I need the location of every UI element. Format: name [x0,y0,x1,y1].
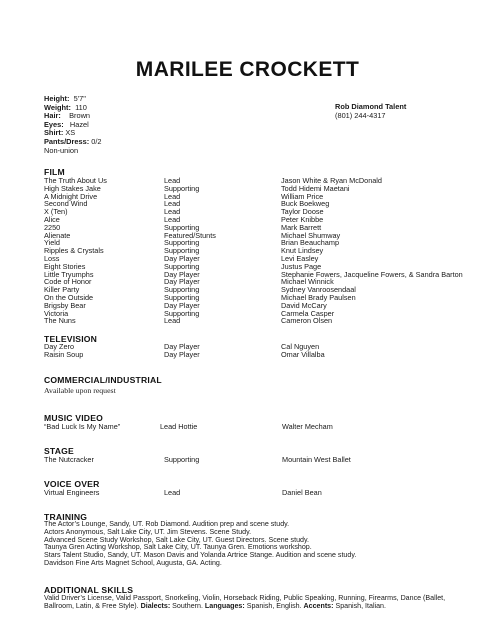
credit-role: Supporting [164,261,200,271]
languages-label: Languages: [204,601,245,610]
film-credit-row [44,247,484,255]
credit-role: Day Player [164,300,200,310]
training-heading: TRAINING [44,512,88,522]
credit-role: Supporting [164,246,200,256]
credit-director: Omar Villalba [281,349,325,359]
credit-director: Knut Lindsey [281,246,324,256]
stat-eyes: Eyes: Hazel [44,119,89,129]
film-credit-row [44,177,484,185]
credit-director: Brian Beauchamp [281,238,340,248]
credit-director: Michael Brady Paulsen [281,292,356,302]
credit-title: High Stakes Jake [44,183,101,193]
credit-title: Alice [44,214,60,224]
film-credit-row [44,208,484,216]
training-entry: Davidson Fine Arts Magnet School, Augusta, GA. Acting. [44,558,222,567]
credit-title: Alienate [44,230,71,240]
credit-director: Todd Hidemi Maetani [281,183,350,193]
film-credit-row [44,310,484,318]
credit-role: Day Player [164,342,200,351]
credit-title: Day Zero [44,342,75,351]
credit-director: Levi Easley [281,253,319,263]
credit-director: Peter Knibbe [281,214,324,224]
credit-director: David McCary [281,300,327,310]
credit-role: Lead [164,191,181,201]
credit-director: Michael Winnick [281,277,334,287]
credit-title: Killer Party [44,285,80,295]
commercial-availability: Available upon request [44,386,116,395]
credit-title: Second Wind [44,199,88,209]
dialects-label: Dialects: [140,601,171,610]
skills-heading: ADDITIONAL SKILLS [44,585,134,595]
languages-value: Spanish, English. [246,601,302,610]
stat-pants-dress: Pants/Dress: 0/2 [44,136,102,146]
training-list [44,521,484,568]
credit-title: Yield [44,238,60,248]
accents-value: Spanish, Italian. [335,601,386,610]
agent-phone: (801) 244-4317 [335,110,386,120]
music-video-director: Walter Mecham [282,422,333,431]
stage-role: Supporting [164,455,200,464]
credit-role: Day Player [164,253,200,263]
training-entry: Actors Anonymous, Salt Lake City, UT. Jim Stevens. Scene Study. [44,527,252,536]
credit-director: Michael Shumway [281,230,341,240]
credit-director: Cal Nguyen [281,342,320,351]
film-credit-row [44,271,484,279]
stats-block [44,95,102,155]
television-heading: TELEVISION [44,334,98,344]
skills-list: Valid Driver’s License, Valid Passport, Snorkeling, Violin, Horseback Riding, Public Speaking, Running, Firearms, Dance (Ballet, Ballroom, Latin, & Free Style). [44,594,446,610]
stat-height: Height: 5'7" [44,94,86,103]
accents-label: Accents: [303,601,334,610]
film-credit-row [44,302,484,310]
credit-role: Supporting [164,238,200,248]
credit-title: On the Outside [44,292,94,302]
television-credit-row [44,351,484,359]
credit-role: Lead [164,214,181,224]
credit-title: X (Ten) [44,207,68,217]
television-credit-row [44,343,484,351]
dialects-value: Southern. [172,601,203,610]
credit-director: Jason White & Ryan McDonald [281,176,382,185]
stat-weight: Weight: 110 [44,102,87,112]
credit-role: Day Player [164,277,200,287]
film-credit-row [44,193,484,201]
training-entry: The Actor’s Lounge, Sandy, UT. Rob Diamond. Audition prep and scene study. [44,520,290,528]
television-credits [44,343,484,359]
stat-hair: Hair: Brown [44,111,91,121]
music-video-heading: MUSIC VIDEO [44,413,104,423]
film-credit-row [44,278,484,286]
credit-title: 2250 [44,222,61,232]
film-credits [44,177,484,325]
film-credit-row [44,286,484,294]
credit-director: Buck Boekweg [281,199,330,209]
film-credit-row [44,239,484,247]
film-credit-row [44,317,484,325]
credit-role: Supporting [164,308,200,318]
credit-role: Supporting [164,292,200,302]
credit-role: Lead [164,199,181,209]
voice-over-director: Daniel Bean [282,488,322,497]
film-credit-row [44,185,484,193]
credit-title: The Truth About Us [44,176,107,185]
skills-text [44,595,464,611]
training-entry: Stars Talent Studio, Sandy, UT. Mason Davis and Yolanda Artrice Stange. Audition and scene study. [44,551,357,560]
film-credit-row [44,200,484,208]
credit-director: Stephanie Fowers, Jacqueline Fowers, & Sandra Barton [281,269,463,279]
film-credit-row [44,232,484,240]
credit-director: Cameron Olsen [281,316,333,326]
training-entry: Taunya Gren Acting Workshop, Salt Lake City, UT. Taunya Gren. Emotions workshop. [44,543,312,552]
film-credit-row [44,224,484,232]
credit-title: Code of Honor [44,277,92,287]
credit-title: Ripples & Crystals [44,246,104,256]
credit-role: Lead [164,316,181,326]
credit-title: Little Tryumphs [44,269,94,279]
stage-company: Mountain West Ballet [282,455,351,464]
credit-director: William Price [281,191,324,201]
training-entry: Advanced Scene Study Workshop, Salt Lake City, UT. Guest Directors. Scene study. [44,535,309,544]
credit-role: Supporting [164,183,200,193]
music-video-title: “Bad Luck Is My Name” [44,422,121,431]
music-video-role: Lead Hottie [160,422,198,431]
voice-over-heading: VOICE OVER [44,479,100,489]
credit-role: Lead [164,207,181,217]
commercial-heading: COMMERCIAL/INDUSTRIAL [44,375,162,385]
credit-title: Raisin Soup [44,349,84,359]
union-status: Non-union [44,145,79,155]
credit-director: Carmela Casper [281,308,335,318]
credit-title: Brigsby Bear [44,300,86,310]
credit-role: Supporting [164,222,200,232]
film-credit-row [44,294,484,302]
credit-role: Featured/Stunts [164,230,216,240]
film-credit-row [44,216,484,224]
credit-director: Taylor Doose [281,207,324,217]
agent-block [335,103,406,120]
credit-title: The Nuns [44,316,76,326]
credit-title: Victoria [44,308,69,318]
credit-title: A Midnight Drive [44,191,98,201]
actor-name: MARILEE CROCKETT [135,58,360,81]
credit-role: Day Player [164,269,200,279]
stat-shirt: Shirt: XS [44,128,76,138]
stage-title: The Nutcracker [44,455,94,464]
credit-role: Lead [164,176,181,185]
voice-over-title: Virtual Engineers [44,488,100,497]
stage-heading: STAGE [44,446,74,456]
agent-name: Rob Diamond Talent [335,102,407,111]
credit-title: Loss [44,253,60,263]
credit-director: Sydney Vanroosendaal [281,285,356,295]
film-heading: FILM [44,167,65,177]
credit-role: Supporting [164,285,200,295]
credit-role: Day Player [164,349,200,359]
credit-director: Justus Page [281,261,322,271]
voice-over-role: Lead [164,488,181,497]
credit-director: Mark Barrett [281,222,322,232]
film-credit-row [44,255,484,263]
credit-title: Eight Stories [44,261,86,271]
